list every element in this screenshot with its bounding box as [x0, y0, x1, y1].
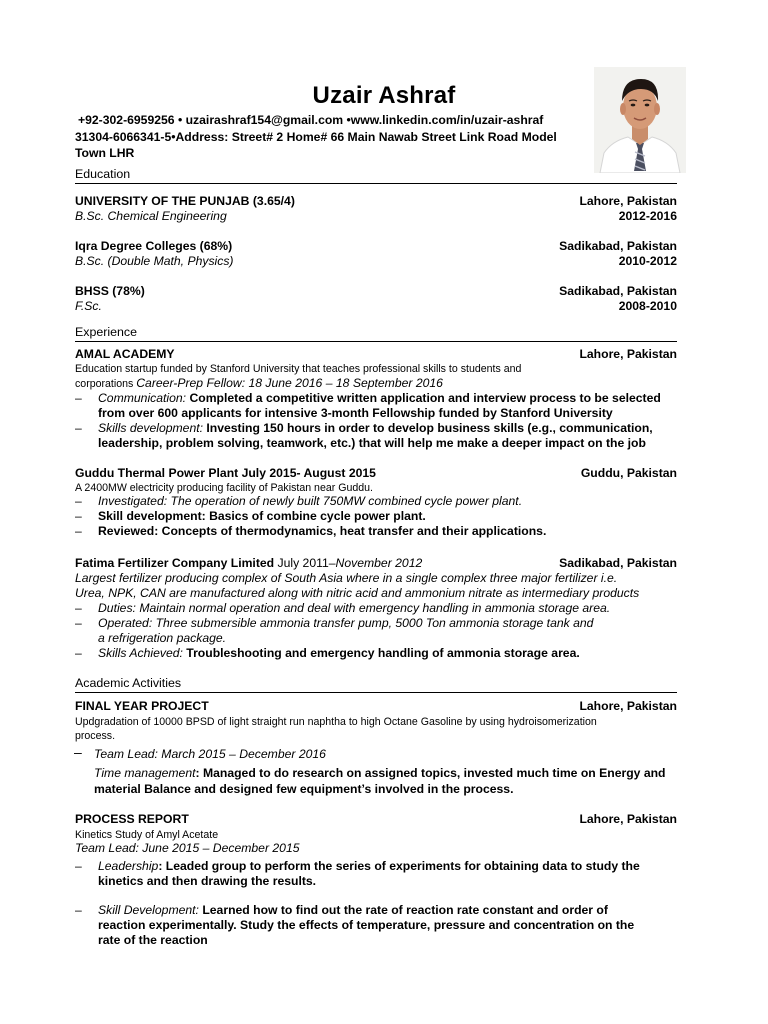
dash-icon: – [75, 616, 82, 630]
activity-title: FINAL YEAR PROJECT [75, 699, 209, 713]
org-description: A 2400MW electricity producing facility of Pakistan near Guddu. [75, 482, 373, 494]
school-location: Sadikabad, Pakistan [559, 284, 677, 298]
dash-icon: – [75, 494, 82, 508]
org-description: Education startup funded by Stanford University that teaches professional skills to students and [75, 363, 522, 375]
school-location: Sadikabad, Pakistan [559, 239, 677, 253]
contact-block [75, 112, 585, 162]
contact-line-1: +92-302-6959256 • uzairashraf154@gmail.com •www.linkedin.com/in/uzair-ashraf [78, 113, 544, 127]
degree: B.Sc. Chemical Engineering [75, 209, 227, 223]
dates: 2012-2016 [618, 209, 677, 223]
location: Lahore, Pakistan [579, 347, 677, 361]
org-description-2: Urea, NPK, CAN are manufactured along with nitric acid and ammonium nitrate as intermediary products [75, 586, 640, 600]
education-entry [75, 239, 677, 254]
activity-description-2: process. [75, 730, 116, 742]
organization: AMAL ACADEMY [75, 347, 175, 361]
resume-page: Uzair Ashraf +92-302-6959256 • uzairashraf154@gmail.com •www.linkedin.com/in/uzair-ashraf 31304-6066341-5•Address: Street# 2 Home# 66 Main Nawab Street Link Road Model Town LHR Education UNIVERSITY OF THE PUNJAB (3.65/4) Lahore, Pakistan B.Sc. Chemical Engineering 2012-2016 Iqra Degree Colleges (68%) Sadikabad, Pakistan B.Sc. (Double Math, Physics) 2010-2012 BHSS (78%) Sadikabad, Pakistan F.Sc. 2008-2010 Experience AMAL ACADEMY Lahore, Pakistan Education startup funded by Stanford University that teaches professional skills to students and corporations Career-Prep Fellow: 18 June 2016 – 18 September 2016 – Communication: Completed a competitive written application and interview process to be selected from over 600 applicants for intensive 3-month Fellowship funded by Stanford University – Skills development: Investing 150 hours in order to develop business skills (e.g., communication, leadership, problem solving, teamwork, etc.) that will help me make a deeper impact on the job Guddu Thermal Power Plant July 2015- August 2015 Guddu, Pakistan A 2400MW electricity producing facility of Pakistan near Guddu. – Investigated: The operation of newly built 750MW combined cycle power plant. – Skill development: Basics of combine cycle power plant. – Reviewed: Concepts of thermodynamics, heat transfer and their applications. Fatima Fertilizer Company Limited July 2011–November 2012 Sadikabad, Pakistan Largest fertilizer producing complex of South Asia where in a single complex three major fertilizer i.e. Urea, NPK, CAN are manufactured along with nitric acid and ammonium nitrate as intermediary products – Duties: Maintain normal operation and deal with emergency handling in ammonia storage area. – Operated: Three submersible ammonia transfer pump, 5000 Ton ammonia storage tank and a refrigeration package. – Skills Achieved: Troubleshooting and emergency handling of ammonia storage area. Academic Activities FINAL YEAR PROJECT Lahore, Pakistan Updgradation of 10000 BPSD of light straight run naphtha to high Octane Gasoline by using hydroisomerization process. – Team Lead: March 2015 – December 2016 Time management: Managed to do research on assigned topics, invested much time on Energy and material Balance and designed few equipment’s involved in the process. PROCESS REPORT Lahore, Pakistan Kinetics Study of Amyl Acetate Team Lead: June 2015 – December 2015 – Leadership: Leaded group to perform the series of experiments for obtaining data to study the kinetics and then drawing the results. – Skill Development: Learned how to find out the rate of reaction rate constant and order of reaction experimentally. Study the effects of temperature, pressure and concentration on the rate of the reaction [0, 0, 768, 1024]
experience-entry [75, 347, 677, 362]
location: Sadikabad, Pakistan [559, 556, 677, 570]
organization: Guddu Thermal Power Plant July 2015- August 2015 [75, 466, 376, 480]
dash-icon: – [75, 391, 82, 405]
dash-icon: – [75, 859, 82, 873]
dash-icon: – [75, 601, 82, 615]
location: Lahore, Pakistan [579, 812, 677, 826]
education-title: Education [75, 167, 677, 184]
academic-title: Academic Activities [75, 676, 677, 693]
candidate-name: Uzair Ashraf [312, 82, 456, 109]
dash-icon: – [75, 421, 82, 435]
experience-entry [75, 466, 677, 481]
education-detail [75, 209, 677, 224]
location: Guddu, Pakistan [580, 466, 677, 480]
org-description-2: corporations Career-Prep Fellow: 18 June 2016 – 18 September 2016 [75, 376, 443, 390]
team-lead-dates: Team Lead: June 2015 – December 2015 [75, 841, 300, 855]
dash-icon: – [74, 744, 82, 760]
activity-entry [75, 812, 677, 827]
dates: 2008-2010 [618, 299, 677, 313]
dash-icon: – [75, 903, 82, 917]
contact-line-3: Town LHR [75, 146, 135, 160]
education-section [75, 167, 677, 184]
location: Lahore, Pakistan [579, 699, 677, 713]
degree: B.Sc. (Double Math, Physics) [75, 254, 234, 268]
education-entry [75, 194, 677, 209]
activity-description: Kinetics Study of Amyl Acetate [75, 829, 219, 841]
organization: Fatima Fertilizer Company Limited [75, 556, 275, 570]
school-name: Iqra Degree Colleges (68%) [75, 239, 233, 253]
experience-entry: Fatima Fertilizer Company Limited July 2011–November 2012 Sadikabad, Pakistan [75, 556, 677, 570]
dash-icon: – [75, 509, 82, 523]
contact-line-2: 31304-6066341-5•Address: Street# 2 Home# 66 Main Nawab Street Link Road Model [75, 129, 557, 144]
activity-description: Updgradation of 10000 BPSD of light straight run naphtha to high Octane Gasoline by using hydroisomerization [75, 716, 597, 728]
activity-title: PROCESS REPORT [75, 812, 189, 826]
academic-section [75, 676, 677, 693]
school-name: UNIVERSITY OF THE PUNJAB (3.65/4) [75, 194, 295, 208]
education-entry [75, 284, 677, 299]
org-description: Largest fertilizer producing complex of South Asia where in a single complex three major fertilizer i.e. [75, 571, 618, 585]
degree: F.Sc. [75, 299, 102, 313]
dash-icon: – [75, 646, 82, 660]
experience-title: Experience [75, 325, 677, 342]
dates: 2010-2012 [618, 254, 677, 268]
education-detail [75, 254, 677, 269]
school-name: BHSS (78%) [75, 284, 145, 298]
experience-section [75, 325, 677, 342]
dash-icon: – [75, 524, 82, 538]
activity-entry [75, 699, 677, 714]
role-dates: Career-Prep Fellow: 18 June 2016 – 18 September 2016 [136, 376, 443, 390]
profile-photo [594, 67, 686, 173]
education-detail [75, 299, 677, 314]
school-location: Lahore, Pakistan [579, 194, 677, 208]
